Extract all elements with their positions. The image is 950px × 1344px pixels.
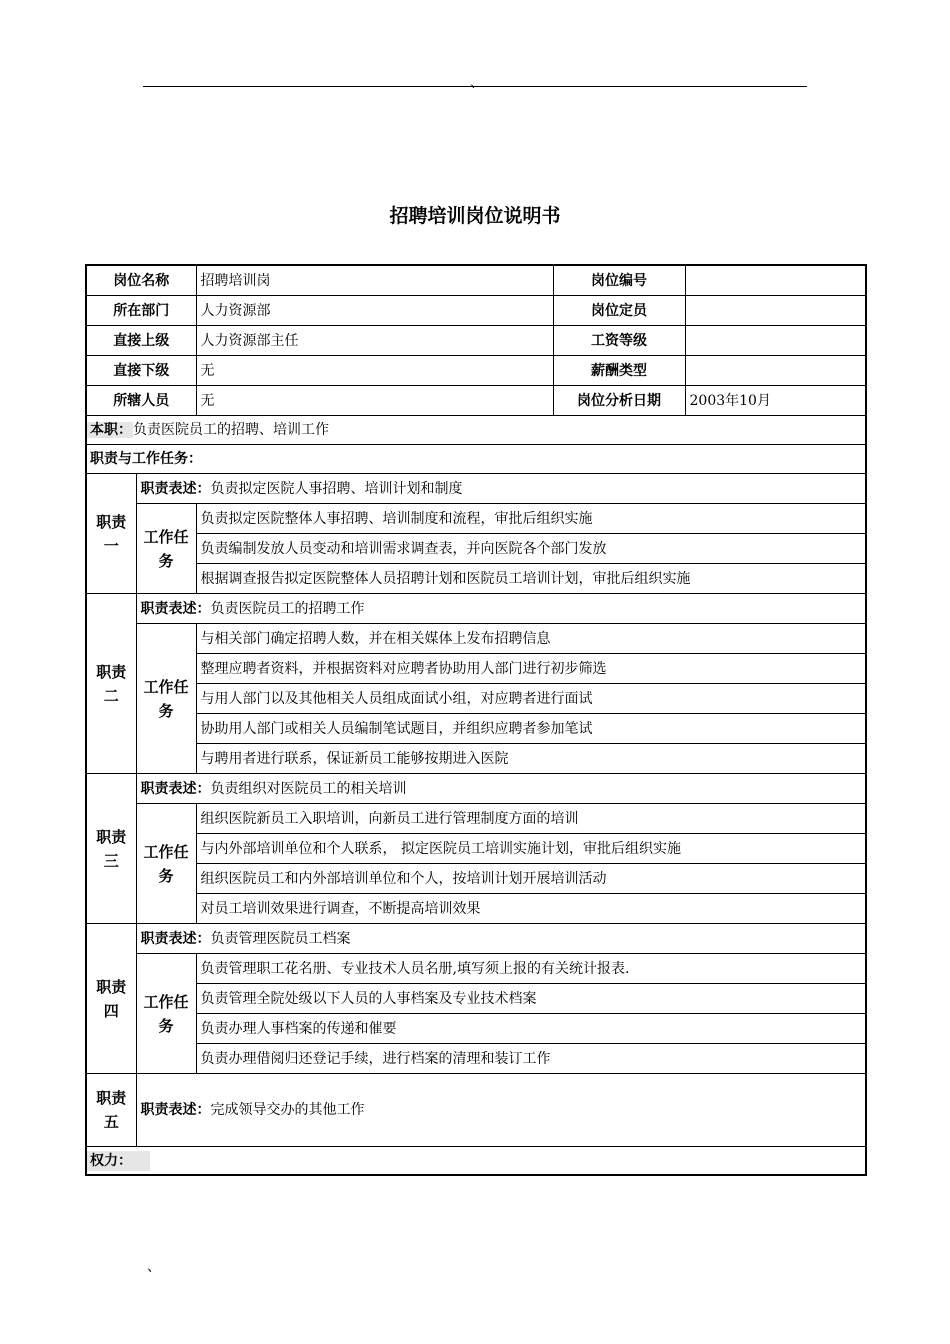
duty-desc-label: 职责表述： bbox=[140, 780, 211, 797]
info-row bbox=[86, 386, 866, 416]
info-value: 无 bbox=[196, 356, 553, 386]
info-label: 岗位分析日期 bbox=[553, 386, 685, 416]
footer-mark: 、 bbox=[147, 1259, 161, 1275]
duty-name: 职责五 bbox=[86, 1074, 136, 1147]
duty-desc-label: 职责表述： bbox=[140, 1102, 211, 1118]
duty-desc-text: 负责管理医院员工档案 bbox=[210, 930, 351, 947]
info-value: 人力资源部主任 bbox=[196, 326, 553, 356]
duty-desc bbox=[136, 594, 866, 624]
summary-label: 本职： bbox=[87, 422, 133, 438]
task-item: 与聘用者进行联系，保证新员工能够按期进入医院 bbox=[196, 744, 866, 774]
task-item: 负责拟定医院整体人事招聘、培训制度和流程，审批后组织实施 bbox=[196, 504, 866, 534]
task-item: 对员工培训效果进行调查，不断提高培训效果 bbox=[196, 894, 866, 924]
duty-desc-label: 职责表述： bbox=[140, 600, 211, 617]
work-task-label: 工作任务 bbox=[136, 804, 196, 924]
duty-desc bbox=[136, 1074, 866, 1147]
info-row bbox=[86, 356, 866, 386]
info-label: 工资等级 bbox=[553, 326, 685, 356]
info-value bbox=[685, 265, 866, 296]
task-item: 负责管理职工花名册、专业技术人员名册,填写须上报的有关统计报表. bbox=[196, 954, 866, 984]
task-item: 组织医院员工和内外部培训单位和个人，按培训计划开展培训活动 bbox=[196, 864, 866, 894]
power-cell bbox=[86, 1147, 866, 1176]
duties-header: 职责与工作任务： bbox=[86, 445, 866, 474]
task-item: 组织医院新员工入职培训，向新员工进行管理制度方面的培训 bbox=[196, 804, 866, 834]
summary-row bbox=[86, 416, 866, 445]
duty-desc-text: 负责拟定医院人事招聘、培训计划和制度 bbox=[210, 480, 463, 497]
task-item: 协助用人部门或相关人员编制笔试题目，并组织应聘者参加笔试 bbox=[196, 714, 866, 744]
info-label: 岗位编号 bbox=[553, 265, 685, 296]
info-label: 薪酬类型 bbox=[553, 356, 685, 386]
work-task-label: 工作任务 bbox=[136, 624, 196, 774]
task-item: 与用人部门以及其他相关人员组成面试小组，对应聘者进行面试 bbox=[196, 684, 866, 714]
duty-desc-text: 负责医院员工的招聘工作 bbox=[210, 600, 365, 617]
duty-desc bbox=[136, 474, 866, 504]
power-label: 权力： bbox=[87, 1151, 150, 1171]
duties-header-row bbox=[86, 445, 866, 474]
info-value: 人力资源部 bbox=[196, 296, 553, 326]
task-item: 负责管理全院处级以下人员的人事档案及专业技术档案 bbox=[196, 984, 866, 1014]
info-label: 直接下级 bbox=[86, 356, 196, 386]
task-item: 整理应聘者资料，并根据资料对应聘者协助用人部门进行初步筛选 bbox=[196, 654, 866, 684]
duty-desc-label: 职责表述： bbox=[140, 480, 211, 497]
job-description-table bbox=[85, 264, 867, 1176]
header-mark: 、 bbox=[470, 75, 484, 91]
duty-desc bbox=[136, 924, 866, 954]
info-label: 岗位定员 bbox=[553, 296, 685, 326]
info-value: 招聘培训岗 bbox=[196, 265, 553, 296]
task-item: 负责编制发放人员变动和培训需求调查表，并向医院各个部门发放 bbox=[196, 534, 866, 564]
task-item: 负责办理借阅归还登记手续，进行档案的清理和装订工作 bbox=[196, 1044, 866, 1074]
duty-desc-row bbox=[86, 474, 866, 504]
header-rule bbox=[143, 86, 807, 87]
power-row bbox=[86, 1147, 866, 1176]
info-label: 直接上级 bbox=[86, 326, 196, 356]
info-label: 所在部门 bbox=[86, 296, 196, 326]
work-task-label: 工作任务 bbox=[136, 504, 196, 594]
info-value bbox=[685, 356, 866, 386]
info-row bbox=[86, 265, 866, 296]
document-title: 招聘培训岗位说明书 bbox=[389, 205, 561, 227]
summary-cell bbox=[86, 416, 866, 445]
info-value bbox=[685, 296, 866, 326]
info-row bbox=[86, 296, 866, 326]
info-label: 岗位名称 bbox=[86, 265, 196, 296]
duty-name: 职责二 bbox=[86, 594, 136, 774]
info-value: 2003年10月 bbox=[685, 386, 866, 416]
summary-text: 负责医院员工的招聘、培训工作 bbox=[133, 422, 329, 438]
info-label: 所辖人员 bbox=[86, 386, 196, 416]
task-item: 与内外部培训单位和个人联系， 拟定医院员工培训实施计划，审批后组织实施 bbox=[196, 834, 866, 864]
task-item: 根据调查报告拟定医院整体人员招聘计划和医院员工培训计划，审批后组织实施 bbox=[196, 564, 866, 594]
info-value: 无 bbox=[196, 386, 553, 416]
task-item: 与相关部门确定招聘人数，并在相关媒体上发布招聘信息 bbox=[196, 624, 866, 654]
work-task-label: 工作任务 bbox=[136, 954, 196, 1074]
info-row bbox=[86, 326, 866, 356]
duty-desc-row bbox=[86, 774, 866, 804]
duty-desc bbox=[136, 774, 866, 804]
duty-name: 职责四 bbox=[86, 924, 136, 1074]
duty-desc-row bbox=[86, 1074, 866, 1147]
duty-desc-text: 负责组织对医院员工的相关培训 bbox=[210, 780, 407, 797]
duty-name: 职责三 bbox=[86, 774, 136, 924]
duty-desc-text: 完成领导交办的其他工作 bbox=[210, 1102, 365, 1118]
info-value bbox=[685, 326, 866, 356]
duty-name: 职责一 bbox=[86, 474, 136, 594]
duty-desc-label: 职责表述： bbox=[140, 930, 211, 947]
task-item: 负责办理人事档案的传递和催要 bbox=[196, 1014, 866, 1044]
duty-desc-row bbox=[86, 924, 866, 954]
duty-desc-row bbox=[86, 594, 866, 624]
